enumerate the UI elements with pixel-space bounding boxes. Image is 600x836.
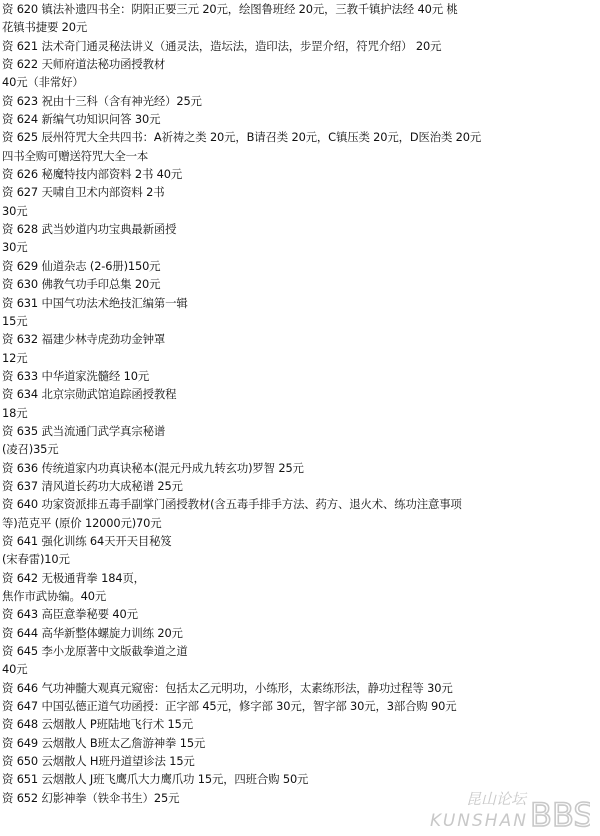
catalog-line: 资 634 北京宗勋武馆追踪函授教程 [2,387,177,402]
catalog-line: 资 632 福建少林寺虎劲功金钟罩 [2,332,166,347]
watermark-bbs: BBS [530,796,590,832]
catalog-line: 四书全购可赠送符咒大全一本 [2,148,149,163]
catalog-line: 资 625 辰州符咒大全共四书：A祈祷之类 20元，B请召类 20元，C镇压类 20元，D医治类 20元 [2,130,482,145]
catalog-line: 30元 [2,203,28,218]
catalog-line: 资 637 清风道长药功大成秘谱 25元 [2,478,183,493]
catalog-line: 资 636 传统道家内功真诀秘本(混元丹成九转玄功)罗智 25元 [2,460,304,475]
catalog-line: 资 641 强化训练 64天开天目秘笈 [2,533,172,548]
catalog-line: 资 621 法术奇门通灵秘法讲义（通灵法，造坛法，造印法，步罡介绍，符咒介绍） 20元 [2,38,442,53]
catalog-line: 资 649 云烟散人 B班太乙詹游神拳 15元 [2,735,206,750]
catalog-line: 资 640 功家资派排五毒手副掌门函授教材(含五毒手排手方法、药方、退火术、练功注意事项 [2,497,462,512]
catalog-line: 资 635 武当流通门武学真宗秘谱 [2,423,166,438]
catalog-line: 资 645 李小龙原著中文版截拳道之道 [2,644,188,659]
catalog-line: 资 652 幻影神拳（铁伞书生）25元 [2,790,180,805]
watermark-english: KUNSHAN [430,811,528,831]
catalog-line: 资 624 新编气功知识问答 30元 [2,112,161,127]
catalog-line: 资 627 天啸自卫术内部资料 2书 [2,185,165,200]
catalog-line: 焦作市武协编。40元 [2,589,107,603]
catalog-line: 资 644 高华新整体螺旋力训练 20元 [2,625,183,640]
catalog-line: 资 648 云烟散人 P班陆地飞行术 15元 [2,717,193,732]
catalog-line: 40元（非常好） [2,75,84,90]
catalog-line: 资 643 高臣意拳秘要 40元 [2,607,138,622]
catalog-line: 15元 [2,313,28,328]
watermark-chinese: 昆山论坛 [466,790,527,808]
catalog-line: 资 629 仙道杂志 (2-6册)150元 [2,258,161,273]
catalog-line: 12元 [2,350,28,365]
catalog-line: 资 650 云烟散人 H班丹道望诊法 15元 [2,754,195,769]
catalog-line: 资 620 镇法补遗四书全：阴阳正要三元 20元，绘图鲁班经 20元，三教千镇护法经 40元 桃 [2,2,458,16]
catalog-line: 资 642 无极通背拳 184页， [2,570,145,585]
catalog-line: 资 651 云烟散人 J班飞鹰爪大力鹰爪功 15元，四班合购 50元 [2,772,309,787]
catalog-line: 资 646 气功神髓大观真元窥密：包括太乙元明功，小练形，太素练形法，静功过程等 30元 [2,680,453,695]
catalog-line: (凌召)35元 [2,442,59,457]
catalog-line: (宋春雷)10元 [2,552,70,567]
catalog-line: 资 628 武当妙道内功宝典最新函授 [2,222,177,237]
catalog-line: 40元 [2,662,28,677]
catalog-line: 资 630 佛教气功手印总集 20元 [2,277,161,292]
catalog-line: 资 633 中华道家洗髓经 10元 [2,368,150,383]
catalog-line: 18元 [2,405,28,420]
catalog-line: 花镇书捷要 20元 [2,20,88,35]
catalog-line: 资 626 秘魔特技内部资料 2书 40元 [2,167,183,182]
catalog-line: 等)范克平 (原价 12000元)70元 [2,515,162,530]
catalog-line: 30元 [2,240,28,255]
catalog-line: 资 631 中国气功法术绝技汇编第一辑 [2,295,188,310]
catalog-line: 资 623 祝由十三科（含有神光经）25元 [2,93,202,108]
catalog-line: 资 622 天师府道法秘功函授教材 [2,57,166,72]
catalog-line: 资 647 中国弘德正道气功函授：正字部 45元，修字部 30元，智字部 30元，3部合购 90元 [2,699,457,714]
